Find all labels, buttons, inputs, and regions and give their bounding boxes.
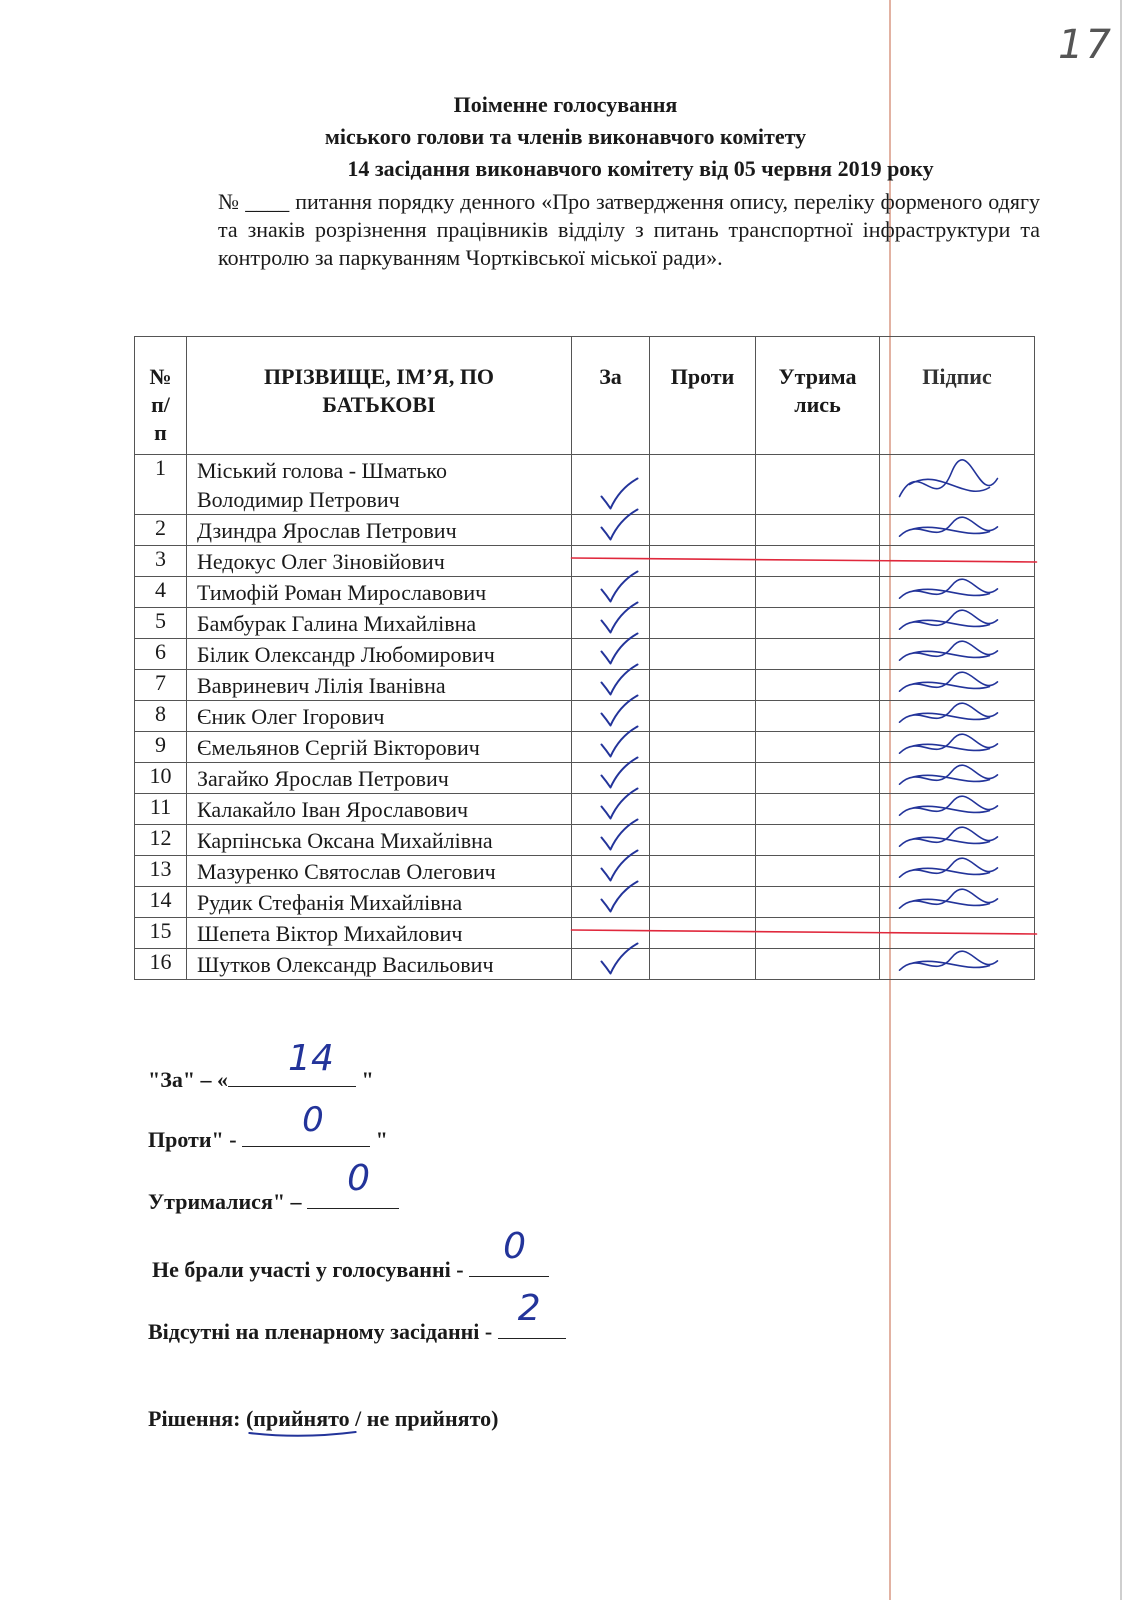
checkmark-icon: [602, 510, 638, 540]
absent-count-blank: [498, 1288, 566, 1339]
title-line-1: Поіменне голосування: [453, 92, 678, 117]
checkmark-icon: [602, 789, 638, 819]
page-number: 17: [1058, 22, 1113, 68]
row-name-line: Недокус Олег Зіновійович: [197, 548, 445, 574]
signature-icon: [900, 641, 998, 660]
checkmark-icon: [602, 572, 638, 602]
row-name-line: Тимофій Роман Мирославович: [197, 579, 487, 605]
question-text: «Про затвердження опису, переліку форменого одягу та знаків розрізнення працівників відділу з питань транспортної інфраструктури та контролю за паркуванням Чортківської міської ради».: [218, 189, 1041, 270]
abstained-count-blank: [307, 1158, 399, 1209]
row-number: 8: [135, 701, 187, 732]
abstained-count-value: 0: [347, 1158, 370, 1199]
checkmark-icon: [602, 665, 638, 695]
summary-abstained: Утрималися" – 0: [148, 1184, 399, 1215]
not-voted-count-value: 0: [503, 1226, 526, 1267]
summary-against: Проти" - 0 ": [148, 1100, 388, 1152]
row-number: 6: [135, 639, 187, 670]
row-name-line: Єник Олег Ігорович: [197, 703, 385, 729]
signature-icon: [900, 672, 998, 691]
row-number: 9: [135, 732, 187, 763]
summary-decision: Рішення: (прийнято / не прийнято): [148, 1406, 499, 1431]
summary-not-voted: Не брали участі у голосуванні - 0: [152, 1252, 549, 1283]
title-line-3: 14 засідання виконавчого комітету від 05 червня 2019 року: [347, 156, 934, 181]
decision-rejected: не прийнято: [366, 1406, 492, 1431]
checkmark-icon: [602, 634, 638, 664]
row-number: 7: [135, 670, 187, 701]
title-line-2: міського голови та членів виконавчого комітету: [324, 124, 807, 149]
decision-underline: [249, 1432, 355, 1436]
row-number: 10: [135, 763, 187, 794]
row-number: 3: [135, 546, 187, 577]
summary-absent: Відсутні на пленарному засіданні - 2: [148, 1314, 566, 1345]
signature-icon: [900, 579, 998, 598]
checkmark-icon: [602, 479, 638, 509]
row-name-line: Карпінська Оксана Михайлівна: [197, 827, 493, 853]
checkmark-icon: [602, 851, 638, 881]
row-name-line: Рудик Стефанія Михайлівна: [197, 889, 463, 915]
row-number: 16: [135, 949, 187, 980]
question-prefix: № ____ питання порядку денного: [218, 189, 536, 214]
strike-line: [572, 558, 1037, 562]
signature-icon: [900, 951, 998, 970]
checkmark-icon: [602, 882, 638, 912]
row-name-line: Калакайло Іван Ярославович: [197, 796, 469, 822]
row-number: 5: [135, 608, 187, 639]
strike-line: [572, 930, 1037, 934]
signature-icon: [900, 703, 998, 722]
row-name-line: Загайко Ярослав Петрович: [197, 765, 449, 791]
not-voted-count-blank: [469, 1226, 549, 1277]
header-against: Проти: [650, 337, 756, 455]
against-count-value: 0: [302, 1100, 324, 1140]
row-number: 11: [135, 794, 187, 825]
checkmark-icon: [602, 820, 638, 850]
signature-icon: [900, 858, 998, 877]
row-number: 13: [135, 856, 187, 887]
row-name-line: Ємельянов Сергій Вікторович: [197, 734, 480, 760]
checkmark-icon: [602, 727, 638, 757]
row-name-line: Мазуренко Святослав Олегович: [197, 858, 496, 884]
signature-icon: [900, 734, 998, 753]
summary-for: "За" – « 14 ": [148, 1038, 374, 1092]
row-number: 12: [135, 825, 187, 856]
against-count-blank: [242, 1100, 370, 1147]
for-count-value: 14: [288, 1038, 334, 1079]
row-number: 14: [135, 887, 187, 918]
row-name-line: Бамбурак Галина Михайлівна: [197, 610, 477, 636]
row-name-line: Міський голова - Шматько: [197, 457, 447, 483]
signature-icon: [900, 889, 998, 908]
header-num: № п/ п: [135, 337, 187, 455]
signature-icon: [900, 460, 998, 497]
row-name-line: Білик Олександр Любомирович: [197, 641, 495, 667]
row-number: 2: [135, 515, 187, 546]
row-name-line: Володимир Петрович: [197, 486, 400, 512]
row-number: 15: [135, 918, 187, 949]
header-name: ПРІЗВИЩЕ, ІМ’Я, ПО БАТЬКОВІ: [187, 337, 572, 455]
decision-accepted: прийнято: [253, 1406, 350, 1431]
row-number: 4: [135, 577, 187, 608]
row-name-line: Шепета Віктор Михайлович: [197, 920, 463, 946]
checkmark-icon: [602, 603, 638, 633]
signature-icon: [900, 517, 998, 536]
row-name-line: Дзиндра Ярослав Петрович: [197, 517, 457, 543]
checkmark-icon: [602, 944, 638, 974]
signature-icon: [900, 765, 998, 784]
signature-icon: [900, 827, 998, 846]
checkmark-icon: [602, 696, 638, 726]
header-signature: Підпис: [880, 337, 1035, 455]
absent-count-value: 2: [517, 1288, 541, 1329]
header-abstained: Утрима лись: [756, 337, 880, 455]
row-name-line: Вавриневич Лілія Іванівна: [197, 672, 446, 698]
signature-icon: [900, 610, 998, 629]
row-number: 1: [135, 455, 187, 515]
checkmark-icon: [602, 758, 638, 788]
header-for: За: [572, 337, 650, 455]
signature-icon: [900, 796, 998, 815]
row-name-line: Шутков Олександр Васильович: [197, 951, 494, 977]
